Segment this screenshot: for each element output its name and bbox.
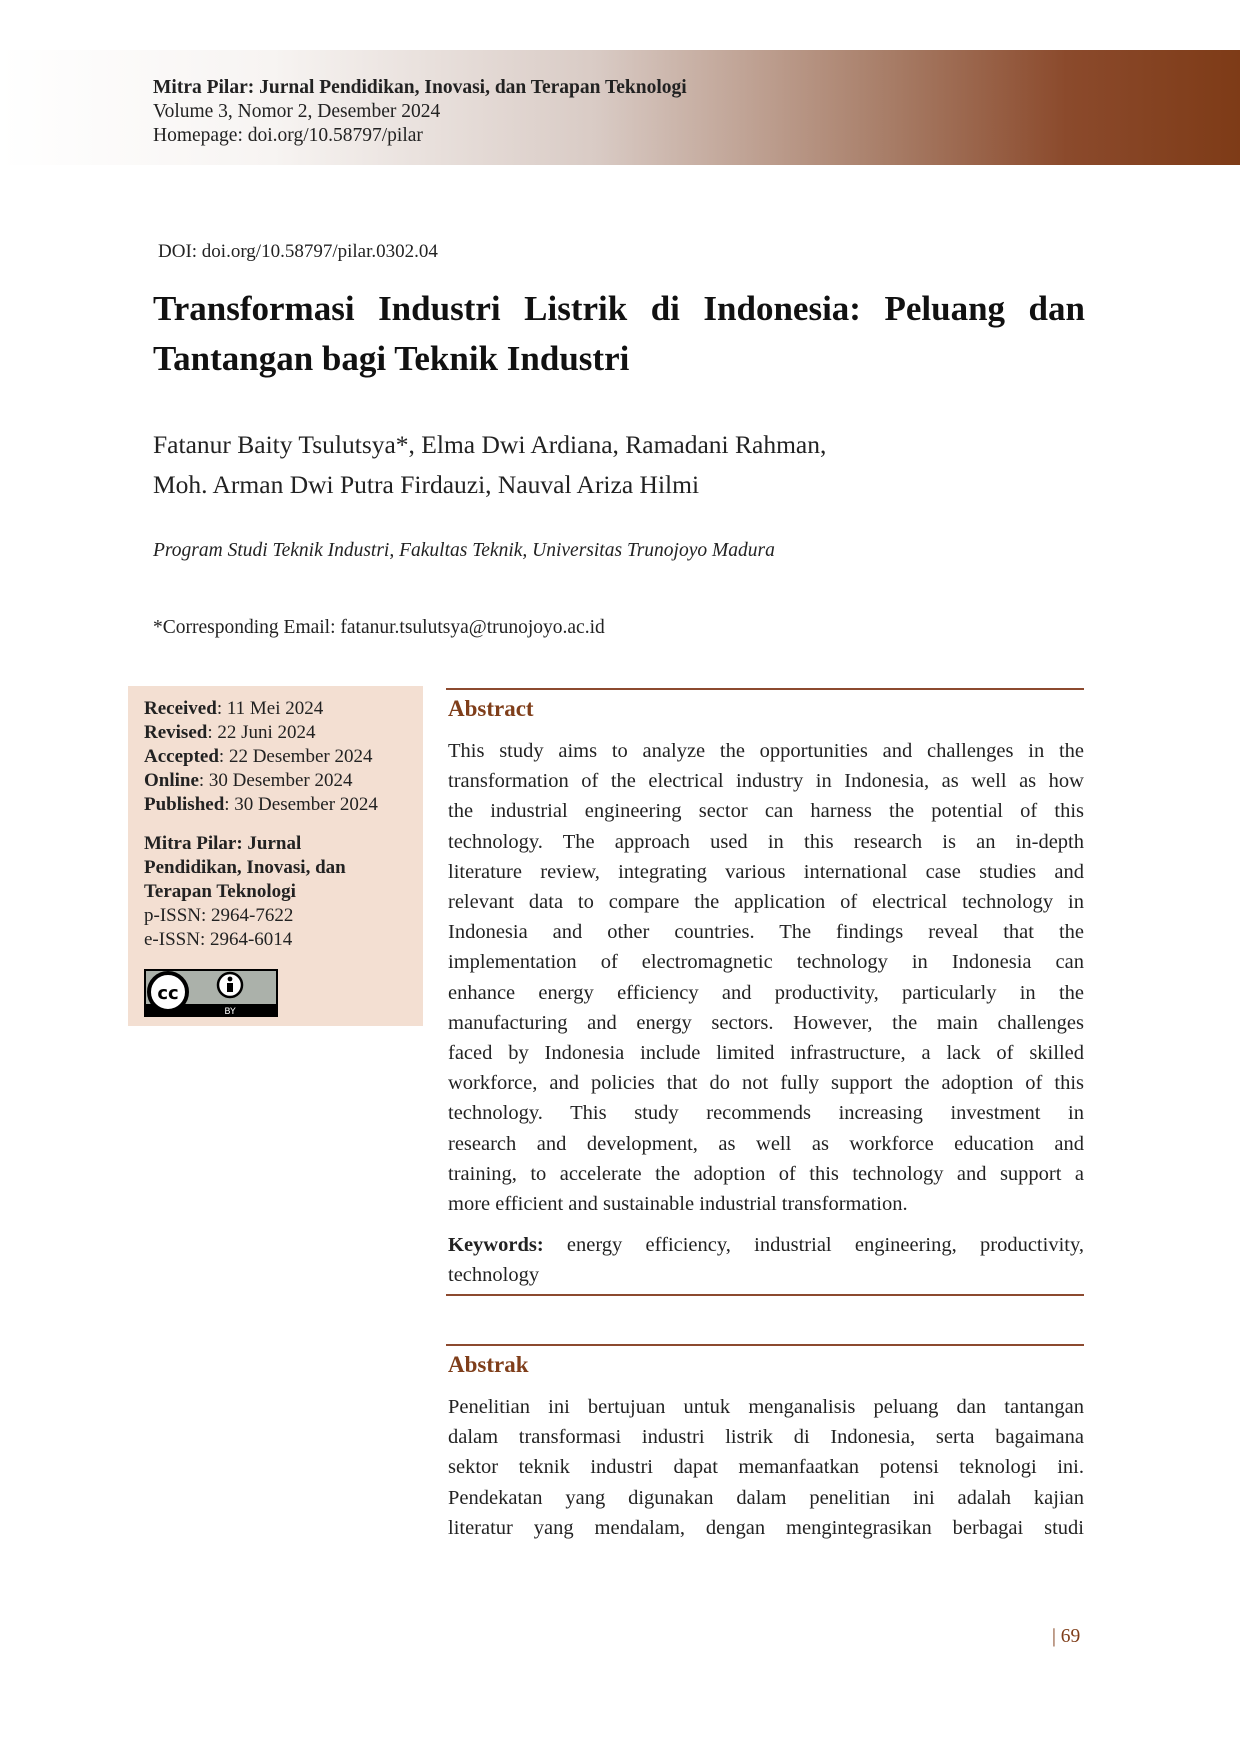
keywords-text: energy efficiency, industrial engineering, productivity, — [543, 1234, 1084, 1256]
title-word: Transformasi — [153, 289, 355, 328]
abstract-line: more efficient and sustainable industrial transformation. — [448, 1193, 908, 1216]
abstract-line: the industrial engineering sector can harness the potential of this — [448, 800, 1084, 823]
abstrak-line: literatur yang mendalam, dengan mengintegrasikan berbagai studi — [448, 1516, 1084, 1539]
title-word: di — [650, 289, 680, 328]
abstrak-line: dalam transformasi industri listrik di Indonesia, serta bagaimana — [448, 1426, 1084, 1449]
p-issn: p-ISSN: 2964-7622 — [144, 905, 294, 926]
keywords-line-1 — [448, 1230, 1084, 1260]
abstract-line: technology. The approach used in this research is an in-depth — [448, 830, 1084, 853]
keywords-line-2: technology — [448, 1264, 540, 1287]
abstrak-heading: Abstrak — [448, 1352, 529, 1377]
abstract-line: enhance energy efficiency and productivity, particularly in the — [448, 981, 1084, 1004]
title-word: dan — [1028, 289, 1085, 328]
article-title — [153, 284, 1085, 384]
abstract-line: literature review, integrating various international case studies and — [448, 860, 1084, 883]
abstract-top-rule — [446, 688, 1084, 690]
title-word: Industri — [378, 289, 501, 328]
abstrak-line: Pendekatan yang digunakan dalam penelitian ini adalah kajian — [448, 1486, 1084, 1509]
title-line-2 — [153, 334, 1085, 384]
abstract-line: workforce, and policies that do not fully support the adoption of this — [448, 1072, 1084, 1095]
page-number: | 69 — [1052, 1626, 1081, 1647]
info-journal-line: Pendidikan, Inovasi, dan — [144, 857, 346, 878]
abstract-line: This study aims to analyze the opportunities and challenges in the — [448, 740, 1084, 762]
abstrak-line: sektor teknik industri dapat memanfaatkan potensi teknologi ini. — [448, 1456, 1084, 1479]
abstract-line: research and development, as well as workforce education and — [448, 1132, 1084, 1155]
abstract-heading: Abstract — [448, 696, 534, 721]
abstract-bottom-rule — [446, 1294, 1084, 1296]
abstract-line: technology. This study recommends increasing investment in — [448, 1102, 1084, 1125]
title-text: Tantangan bagi Teknik Industri — [153, 339, 630, 378]
abstrak-line: Penelitian ini bertujuan untuk menganalisis peluang dan tantangan — [448, 1396, 1084, 1418]
title-line-1 — [153, 284, 1085, 334]
authors-line-1: Fatanur Baity Tsulutsya*, Elma Dwi Ardiana, Ramadani Rahman, — [153, 430, 827, 459]
corresponding-email[interactable]: *Corresponding Email: fatanur.tsulutsya@trunojoyo.ac.id — [153, 617, 605, 638]
date-revised: Revised: 22 Juni 2024 — [144, 722, 316, 743]
journal-name: Mitra Pilar: Jurnal Pendidikan, Inovasi, dan Terapan Teknologi — [153, 77, 687, 98]
info-journal-line: Terapan Teknologi — [144, 881, 296, 902]
date-published: Published: 30 Desember 2024 — [144, 794, 378, 815]
title-word: Listrik — [524, 289, 628, 328]
keywords-label: Keywords: — [448, 1234, 544, 1256]
affiliation: Program Studi Teknik Industri, Fakultas Teknik, Universitas Trunojoyo Madura — [153, 540, 775, 561]
abstract-line: training, to accelerate the adoption of this technology and support a — [448, 1162, 1084, 1185]
by-glyph: BY — [224, 1007, 236, 1017]
journal-homepage[interactable]: Homepage: doi.org/10.58797/pilar — [153, 125, 423, 146]
date-online: Online: 30 Desember 2024 — [144, 770, 353, 791]
abstrak-body — [448, 1392, 1084, 1543]
e-issn: e-ISSN: 2964-6014 — [144, 929, 293, 950]
article-info-box — [128, 686, 423, 1026]
keywords — [448, 1230, 1084, 1290]
date-received: Received: 11 Mei 2024 — [144, 698, 324, 719]
abstrak-top-rule — [446, 1344, 1084, 1346]
cc-glyph: cc — [157, 983, 179, 1004]
journal-volume: Volume 3, Nomor 2, Desember 2024 — [153, 101, 441, 122]
abstract-line: manufacturing and energy sectors. However, the main challenges — [448, 1011, 1084, 1034]
article-doi[interactable]: DOI: doi.org/10.58797/pilar.0302.04 — [158, 241, 438, 262]
info-journal-line: Mitra Pilar: Jurnal — [144, 833, 302, 854]
date-accepted: Accepted: 22 Desember 2024 — [144, 746, 373, 767]
author-list — [153, 425, 826, 505]
abstract-line: relevant data to compare the application of electrical technology in — [448, 891, 1084, 914]
abstract-body — [448, 736, 1084, 1219]
cc-by-license-icon[interactable] — [144, 969, 278, 1017]
journal-header — [153, 76, 687, 148]
title-word: Indonesia: — [703, 289, 861, 328]
abstract-line: faced by Indonesia include limited infrastructure, a lack of skilled — [448, 1042, 1084, 1065]
abstract-line: Indonesia and other countries. The findings reveal that the — [448, 921, 1084, 944]
title-word: Peluang — [884, 289, 1006, 328]
abstract-line: implementation of electromagnetic technology in Indonesia can — [448, 951, 1084, 974]
authors-line-2: Moh. Arman Dwi Putra Firdauzi, Nauval Ariza Hilmi — [153, 470, 700, 499]
abstract-line: transformation of the electrical industry in Indonesia, as well as how — [448, 770, 1084, 793]
